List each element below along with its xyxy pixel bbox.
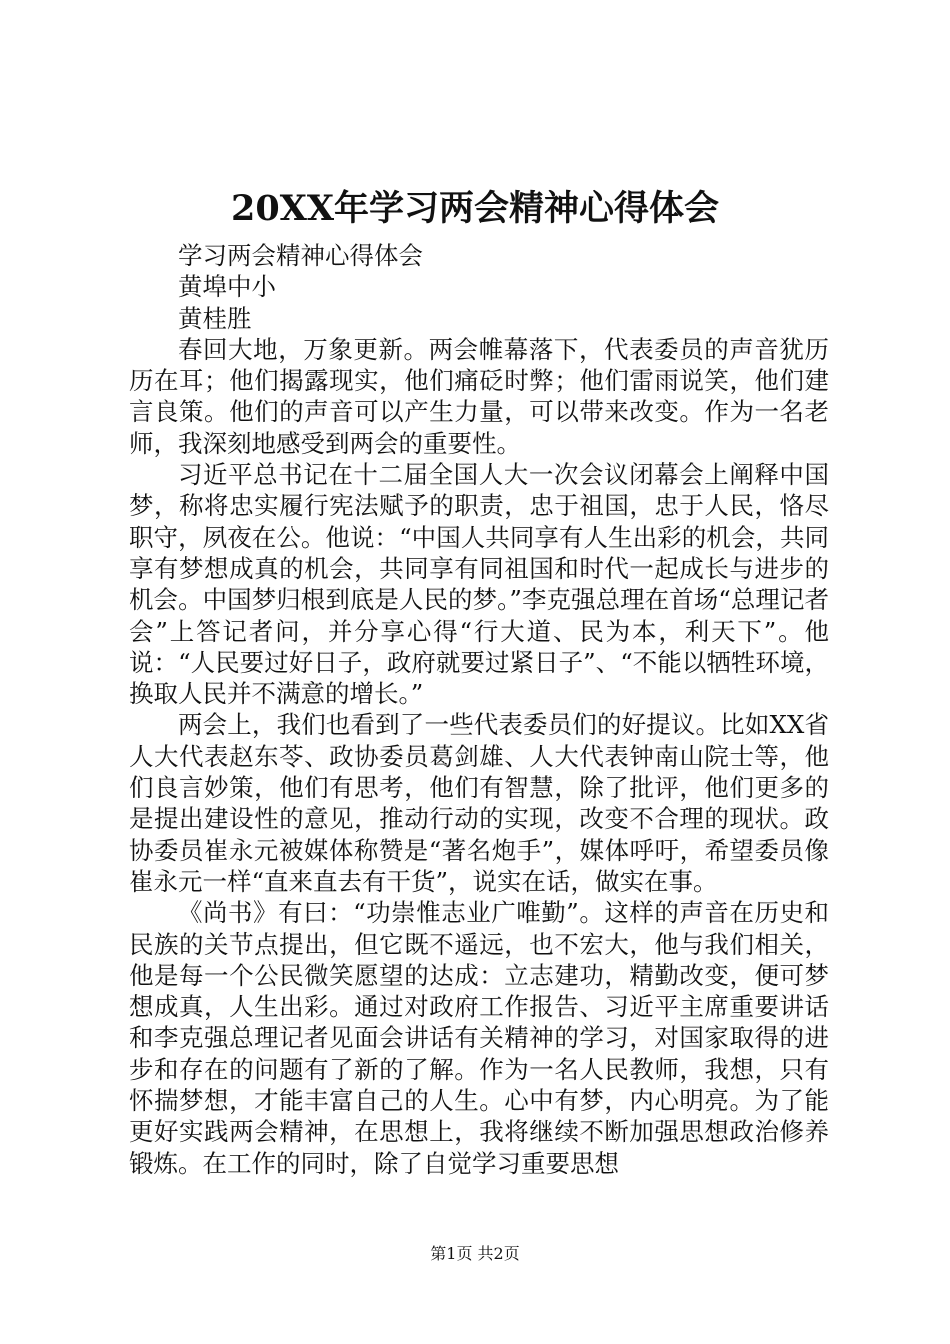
paragraph-china-dream: 习近平总书记在十二届全国人大一次会议闭幕会上阐释中国梦，称将忠实履行宪法赋予的职责，忠于祖国，忠于人民，恪尽职守，夙夜在公。他说：“中国人共同享有人生出彩的机会，共同享有梦想成真的机会，共同享有同祖国和时代一起成长与进步的机会。中国梦归根到底是人民的梦。”李克强总理在首场“总理记者会”上答记者问，并分享心得“行大道、民为本，利天下”。他说：“人民要过好日子，政府就要过紧日子”、“不能以牺牲环境，换取人民并不满意的增长。” [129, 460, 829, 709]
document-title: 20XX年学习两会精神心得体会 [230, 188, 720, 229]
paragraph-school: 黄埠中小 [178, 272, 276, 302]
paragraph-intro: 春回大地，万象更新。两会帷幕落下，代表委员的声音犹历历在耳；他们揭露现实，他们痛砭时弊；他们雷雨说笑，他们建言良策。他们的声音可以产生力量，可以带来改变。作为一名老师，我深刻地感受到两会的重要性。 [129, 334, 829, 458]
page-footer: 第1页 共2页 [430, 1244, 520, 1263]
document-body [129, 240, 829, 1179]
paragraph-subtitle: 学习两会精神心得体会 [178, 241, 423, 270]
paragraph-proposals: 两会上，我们也看到了一些代表委员们的好提议。比如XX省人大代表赵东苓、政协委员葛剑雄、人大代表钟南山院士等，他们良言妙策，他们有思考，他们有智慧，除了批评，他们更多的是提出建设性的意见，推动行动的实现，改变不合理的现状。政协委员崔永元被媒体称赞是“著名炮手”，媒体呼吁，希望委员像崔永元一样“直来直去有干货”，说实在话，做实在事。 [129, 710, 829, 896]
paragraph-shangshu: 《尚书》有曰：“功崇惟志业广唯勤”。这样的声音在历史和民族的关节点提出，但它既不遥远，也不宏大，他与我们相关，他是每一个公民微笑愿望的达成：立志建功，精勤改变，便可梦想成真，人生出彩。通过对政府工作报告、习近平主席重要讲话和李克强总理记者见面会讲话有关精神的学习，对国家取得的进步和存在的问题有了新的了解。作为一名人民教师，我想，只有怀揣梦想，才能丰富自己的人生。心中有梦，内心明亮。为了能更好实践两会精神，在思想上，我将继续不断加强思想政治修养锻炼。在工作的同时，除了自觉学习重要思想 [129, 898, 829, 1178]
paragraph-author: 黄桂胜 [178, 303, 252, 333]
